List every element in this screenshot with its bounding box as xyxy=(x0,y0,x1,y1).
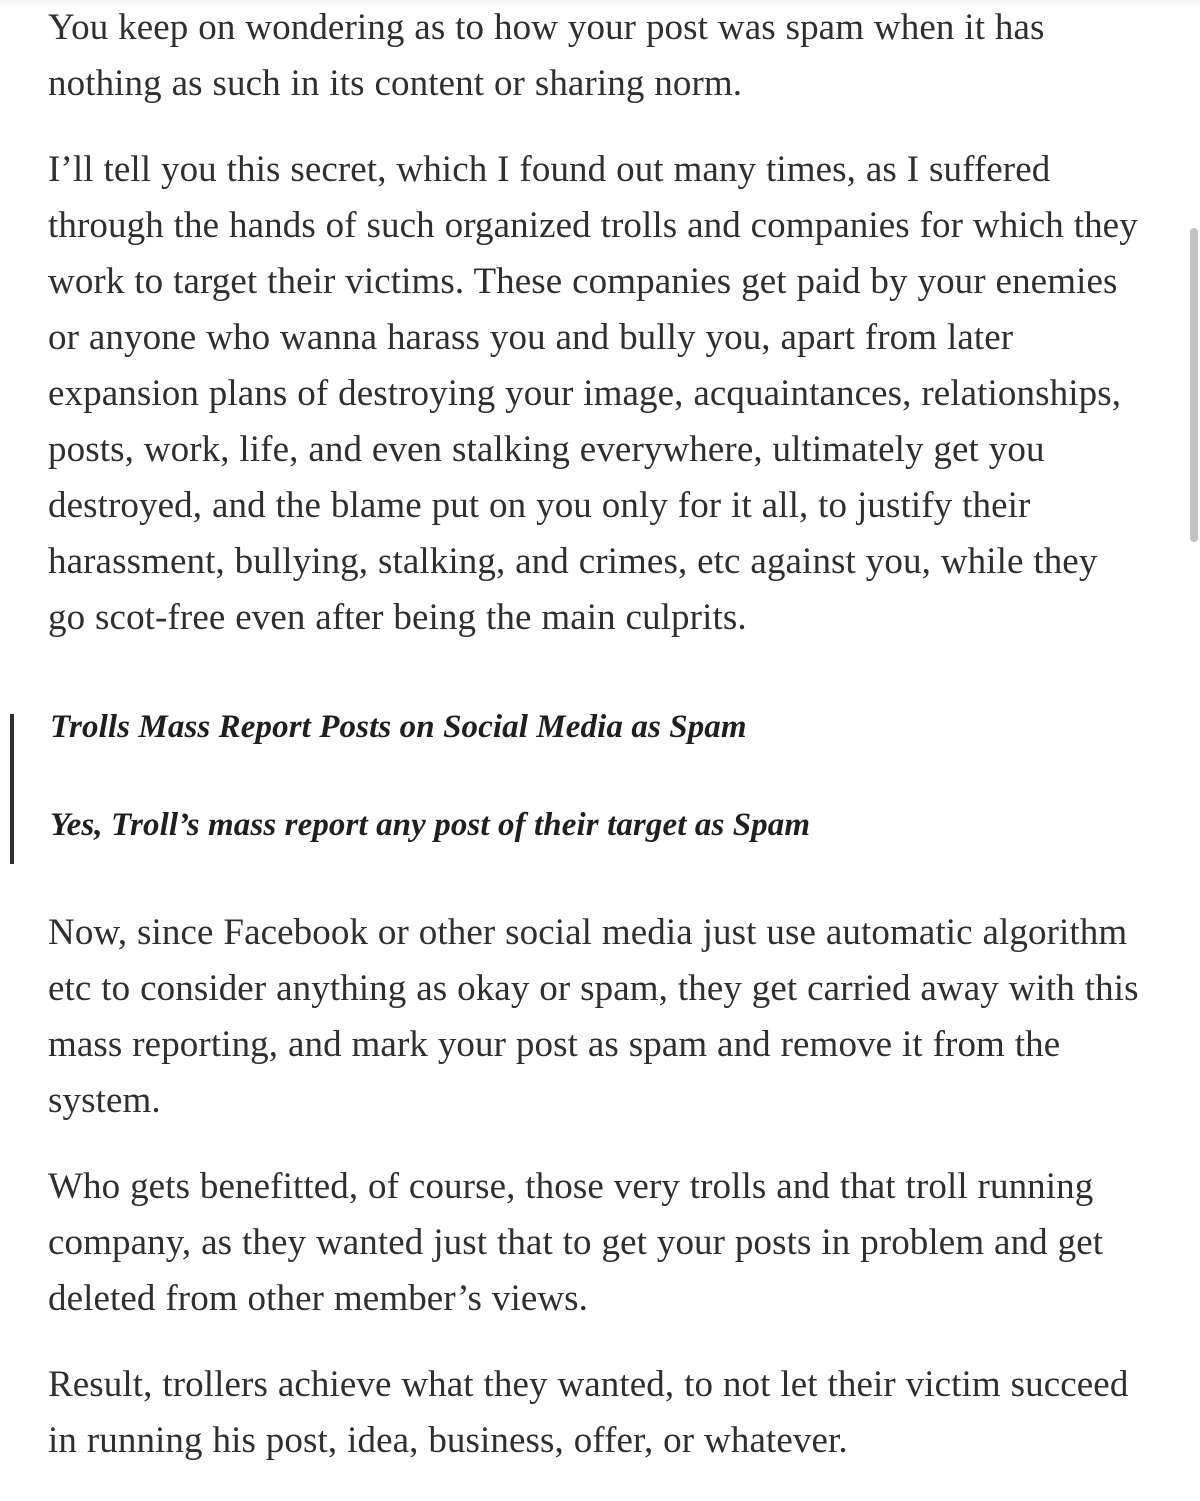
page-scrollbar[interactable] xyxy=(1186,0,1200,1501)
scrollbar-thumb[interactable] xyxy=(1190,228,1198,542)
pullquote-line-1: Trolls Mass Report Posts on Social Media as Spam xyxy=(50,709,747,745)
paragraph-2: I’ll tell you this secret, which I found out many times, as I suffered through the hands of such organized trolls and companies for which they work to target their victims. These companies get paid by your enemies or anyone who wanna harass you and bully you, apart from later expansion plans of destroying your image, acquaintances, relationships, posts, work, life, and even stalking everywhere, ultimately get you destroyed, and the blame put on you only for it all, to justify their harassment, bullying, stalking, and crimes, etc against you, while they go scot-free even after being the main culprits. xyxy=(48,149,1138,638)
paragraph-4: Who gets benefitted, of course, those very trolls and that troll running company, as they wanted just that to get your posts in problem and get deleted from other member’s views. xyxy=(48,1166,1104,1319)
pullquote-line-2: Yes, Troll’s mass report any post of their target as Spam xyxy=(50,807,811,843)
paragraph-5: Result, trollers achieve what they wanted, to not let their victim succeed in running his post, idea, business, offer, or whatever. xyxy=(48,1364,1129,1461)
paragraph-1: You keep on wondering as to how your post was spam when it has nothing as such in its content or sharing norm. xyxy=(48,7,1045,104)
pullquote xyxy=(0,701,1200,851)
paragraph-3: Now, since Facebook or other social media just use automatic algorithm etc to consider anything as okay or spam, they get carried away with this mass reporting, and mark your post as spam and remove it from the system. xyxy=(48,912,1139,1121)
pullquote-left-rule xyxy=(10,714,14,864)
